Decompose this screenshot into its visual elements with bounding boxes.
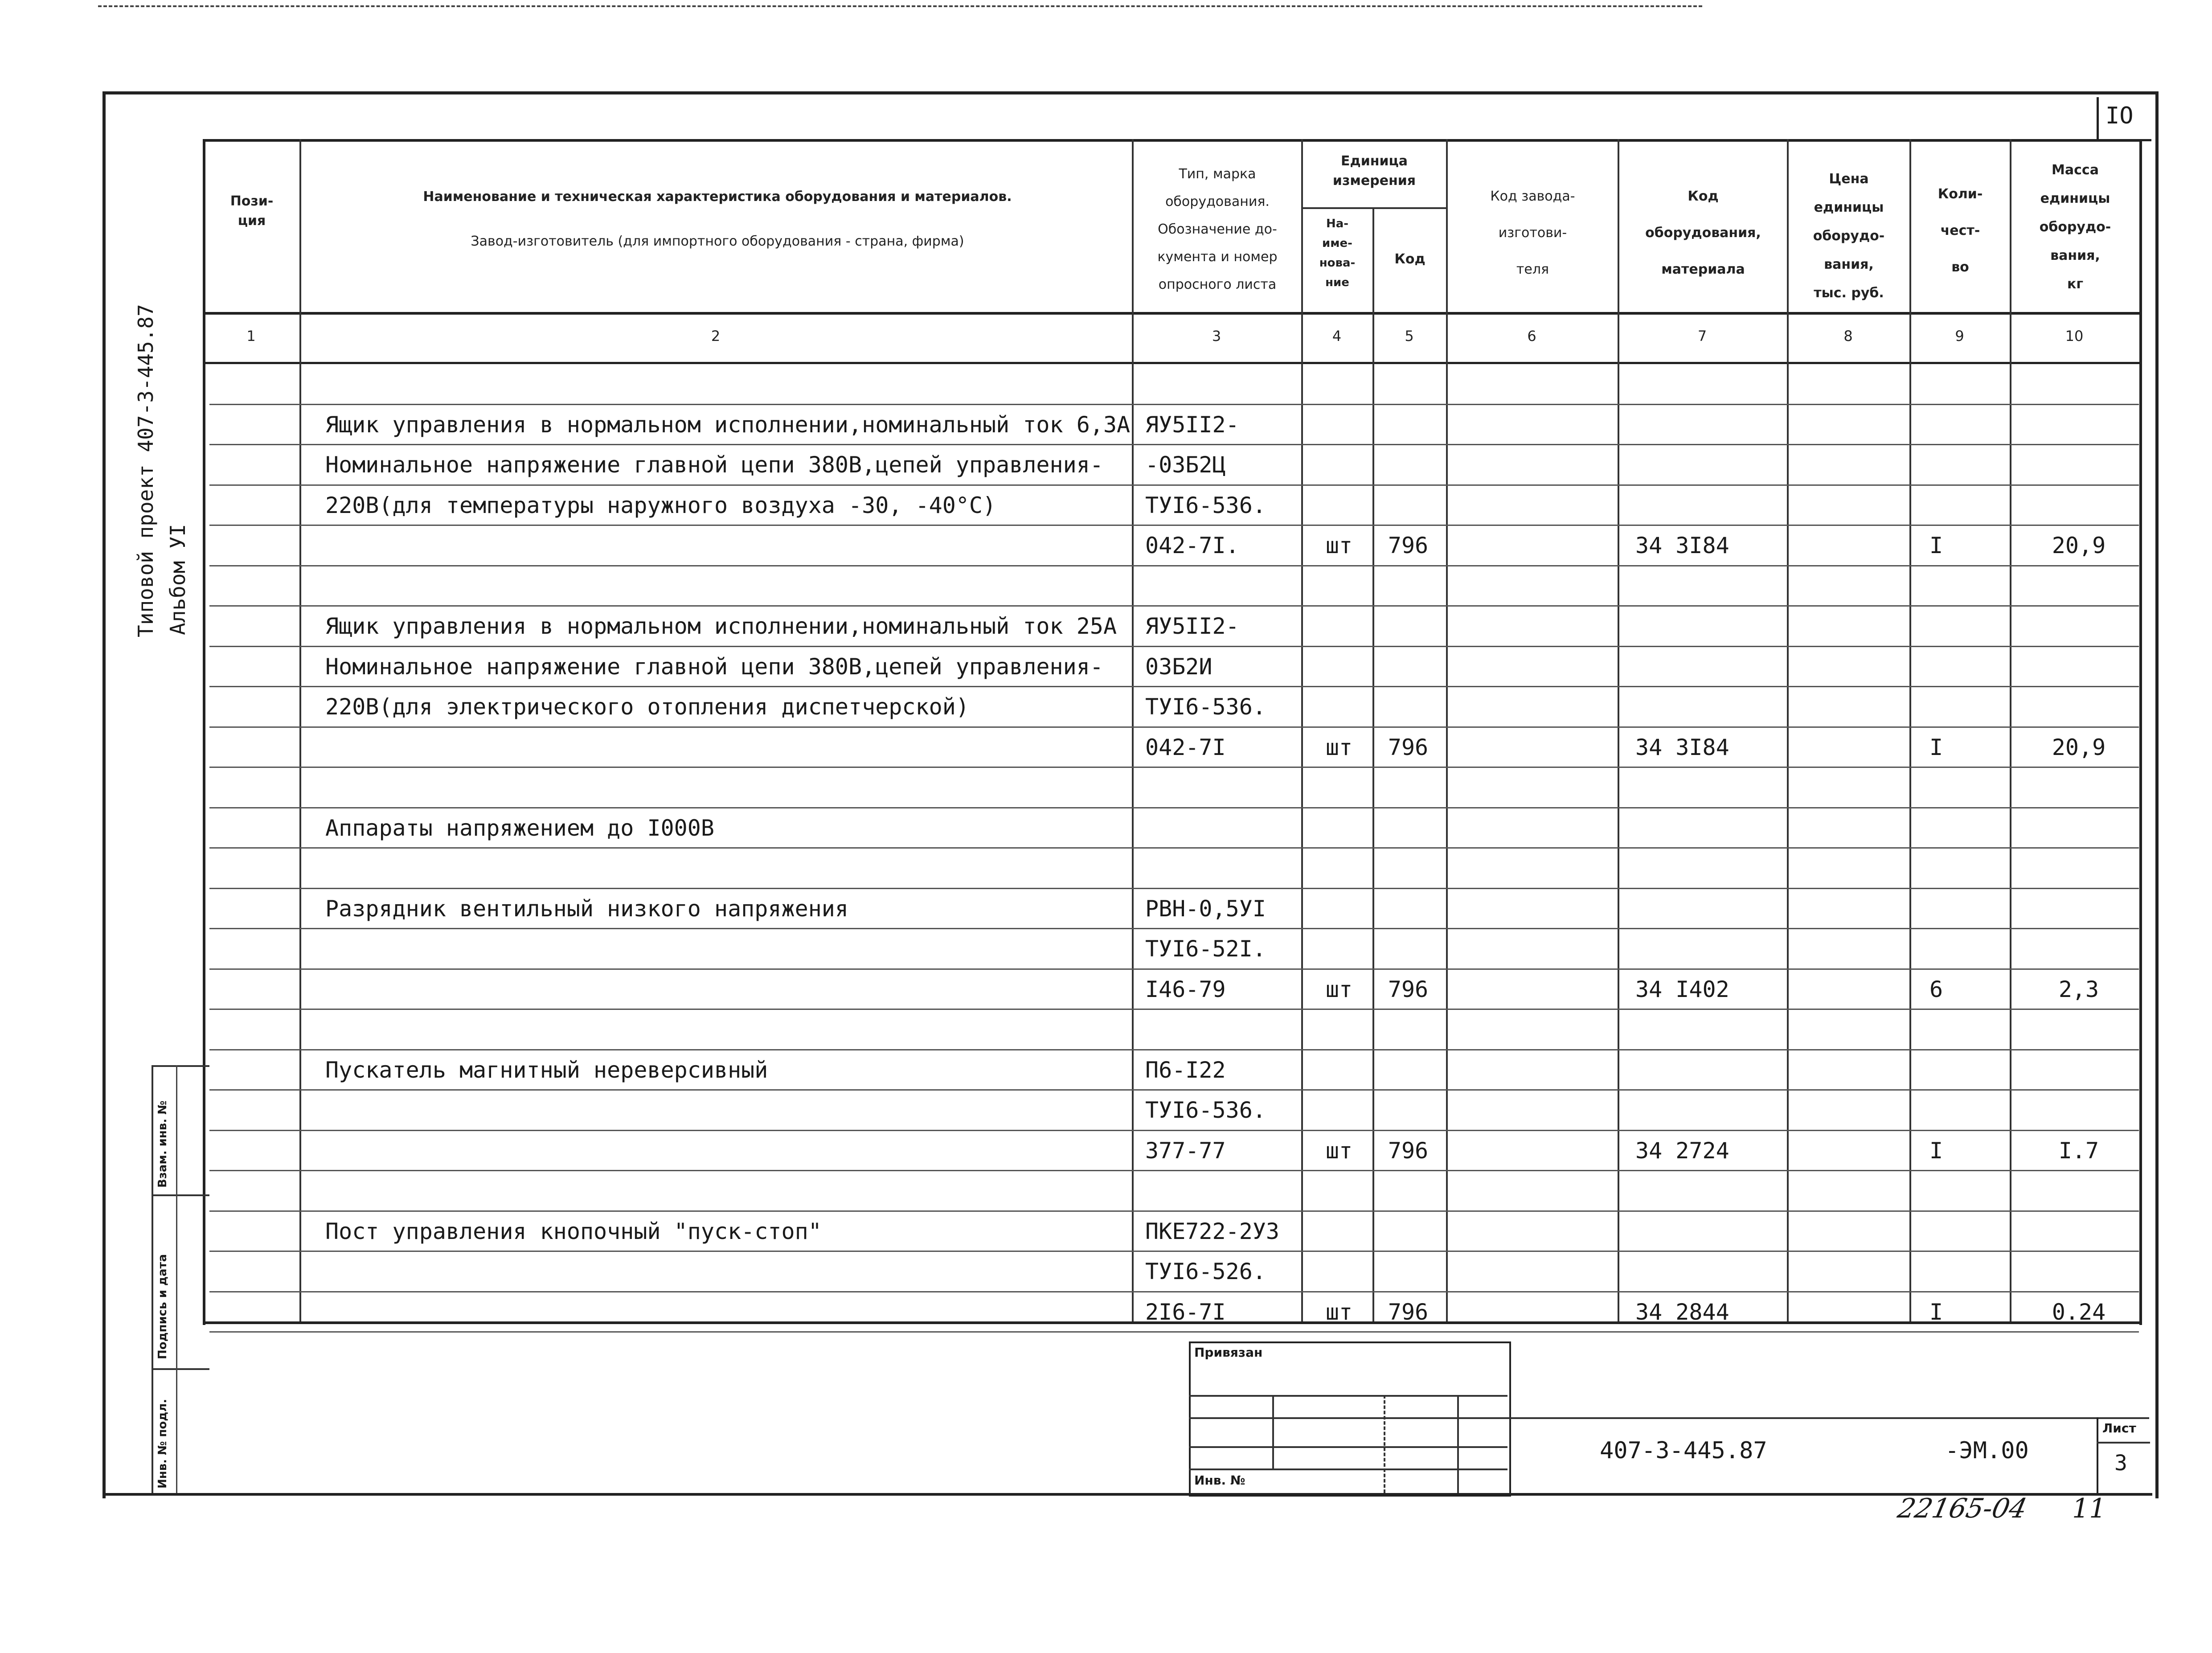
cell-type: 03Б2И	[1145, 653, 1213, 680]
cell-name: Пускатель магнитный нереверсивный	[325, 1057, 768, 1083]
row-divider	[209, 565, 2139, 566]
colnum-bottom-line	[203, 362, 2139, 364]
title-line	[1507, 1417, 2149, 1419]
cell-code: 796	[1388, 976, 1429, 1002]
row-divider	[209, 646, 2139, 647]
column-number: 6	[1527, 328, 1536, 345]
title-line	[1189, 1395, 1507, 1397]
header-unit-code: Код	[1394, 251, 1426, 267]
row-divider	[209, 1331, 2139, 1333]
cell-mat: 34 3I84	[1635, 533, 1729, 558]
column-number: 10	[2065, 328, 2084, 345]
header-price: Цена единицы оборудо- вания, тыс. руб.	[1813, 171, 1885, 301]
handwritten-order-number: 22165-04	[1895, 1493, 2030, 1524]
cell-mass: I.7	[2058, 1137, 2099, 1164]
doc-code: 407-3-445.87	[1600, 1437, 1767, 1464]
cell-name: Ящик управления в нормальном исполнении,номинальный ток 6,3А	[325, 411, 1131, 438]
corner-sheet-number: IO	[2105, 103, 2134, 129]
row-divider	[209, 1170, 2139, 1171]
row-divider	[209, 1251, 2139, 1252]
row-divider	[209, 807, 2139, 808]
column-number: 7	[1697, 328, 1707, 345]
inv-no-label: Инв. №	[1194, 1473, 1245, 1488]
column-number: 2	[711, 328, 721, 345]
side-title-line1: Типовой проект 407-3-445.87	[134, 304, 158, 637]
sheet-number: 3	[2114, 1451, 2127, 1476]
cell-type: 2I6-7I	[1145, 1299, 1226, 1325]
col-line	[1787, 139, 1789, 1322]
col-line	[1372, 207, 1374, 1322]
stamp-signature-date: Подпись и дата	[156, 1254, 169, 1359]
row-divider	[209, 444, 2139, 445]
column-number: 1	[246, 328, 256, 345]
title-line	[1189, 1468, 1507, 1470]
cell-type: П6-I22	[1145, 1057, 1226, 1083]
cell-mat: 34 I402	[1635, 976, 1729, 1002]
row-divider	[209, 484, 2139, 486]
row-divider	[209, 726, 2139, 728]
cell-name: Ящик управления в нормальном исполнении,номинальный ток 25А	[325, 613, 1117, 639]
cell-qty: I	[1929, 734, 1943, 760]
row-divider	[209, 928, 2139, 929]
cell-mass: 20,9	[2052, 533, 2106, 558]
side-title-line2: Альбом УI	[166, 524, 190, 635]
row-divider	[209, 1049, 2139, 1050]
header-type: Тип, марка оборудования. Обозначение до- кумента и номер опросного листа	[1157, 166, 1278, 292]
frame-bottom-line	[102, 1493, 2152, 1496]
cell-type: 377-77	[1145, 1137, 1226, 1164]
column-number: 3	[1212, 328, 1221, 345]
cell-code: 796	[1388, 533, 1429, 558]
cell-type: ЯУ5II2-	[1145, 411, 1239, 438]
cell-qty: I	[1929, 1137, 1943, 1164]
cell-type: ТУI6-536.	[1145, 1097, 1266, 1123]
cell-type: ТУI6-536.	[1145, 492, 1266, 518]
row-divider	[209, 404, 2139, 405]
stamp-line	[176, 1065, 177, 1493]
row-divider	[209, 847, 2139, 849]
cell-code: 796	[1388, 1299, 1429, 1325]
header-material-code: Код оборудования, материала	[1645, 189, 1761, 277]
column-number: 9	[1955, 328, 1964, 345]
cell-type: РВН-0,5УI	[1145, 895, 1266, 922]
stamp-line	[152, 1194, 209, 1196]
title-line	[1189, 1417, 1507, 1419]
cell-mass: 0.24	[2052, 1299, 2106, 1325]
row-divider	[209, 1130, 2139, 1131]
col-line	[1301, 139, 1303, 1322]
cell-mat: 34 2844	[1635, 1299, 1729, 1325]
header-unit-name: На- име- нова- ние	[1319, 217, 1356, 289]
cell-type: ЯУ5II2-	[1145, 613, 1239, 639]
cell-name: Номинальное напряжение главной цепи 380В,цепей управления-	[325, 452, 1103, 478]
title-line	[1457, 1395, 1459, 1493]
privyazan-label: Привязан	[1194, 1345, 1263, 1360]
row-divider	[209, 1009, 2139, 1010]
col-line	[2010, 139, 2011, 1322]
col-line	[1909, 139, 1911, 1322]
title-line	[1272, 1395, 1274, 1468]
header-name-line2: Завод-изготовитель (для импортного оборудования - страна, фирма)	[471, 234, 964, 249]
column-number: 8	[1843, 328, 1853, 345]
cell-qty: 6	[1929, 976, 1943, 1002]
cell-type: 042-7I.	[1145, 533, 1239, 558]
cell-mat: 34 2724	[1635, 1137, 1729, 1164]
doc-mark: -ЭМ.00	[1945, 1437, 2029, 1464]
cell-name: Пост управления кнопочный "пуск-стоп"	[325, 1218, 822, 1244]
row-divider	[209, 686, 2139, 687]
cell-type: ТУI6-536.	[1145, 694, 1266, 720]
cell-name: 220В(для температуры наружного воздуха -30, -40°С)	[325, 492, 996, 518]
column-number: 4	[1332, 328, 1342, 345]
sheet-label: Лист	[2102, 1421, 2136, 1436]
cell-mat: 34 3I84	[1635, 734, 1729, 760]
cell-unit: шт	[1325, 533, 1353, 558]
stamp-line	[152, 1065, 209, 1067]
header-plant-code: Код завода- изготови- теля	[1490, 189, 1575, 277]
row-divider	[209, 888, 2139, 889]
cell-type: ПКЕ722-2У3	[1145, 1218, 1280, 1244]
table-bottom-line	[203, 1321, 2139, 1324]
scan-edge-line	[98, 5, 1702, 7]
cell-name: Номинальное напряжение главной цепи 380В,цепей управления-	[325, 653, 1103, 680]
header-mass: Масса единицы оборудо- вания, кг	[2039, 162, 2111, 292]
title-line	[1189, 1446, 1507, 1448]
cell-name: Разрядник вентильный низкого напряжения	[325, 895, 848, 922]
column-number: 5	[1405, 328, 1414, 345]
cell-type: ТУI6-52I.	[1145, 936, 1266, 962]
stamp-line	[152, 1368, 209, 1370]
row-divider	[209, 525, 2139, 526]
stamp-inv-no: Инв. № подл.	[156, 1399, 169, 1489]
col-line	[1132, 139, 1134, 1322]
cell-unit: шт	[1325, 976, 1353, 1002]
cell-code: 796	[1388, 734, 1429, 760]
col-line	[1446, 139, 1448, 1322]
header-quantity: Коли- чест- во	[1938, 186, 1983, 275]
header-unit-group: Единица измерения	[1332, 153, 1416, 189]
stamp-replaced-inv: Взам. инв. №	[156, 1100, 169, 1188]
row-divider	[209, 605, 2139, 607]
cell-qty: I	[1929, 533, 1943, 558]
cell-name: Аппараты напряжением до I000В	[325, 815, 714, 841]
header-position: Пози- ция	[230, 193, 274, 229]
col-line	[1618, 139, 1619, 1322]
row-divider	[209, 968, 2139, 970]
cell-name: 220В(для электрического отопления диспетчерской)	[325, 694, 969, 720]
col-line	[299, 139, 301, 1322]
row-divider	[209, 1210, 2139, 1212]
row-divider	[209, 1291, 2139, 1292]
cell-unit: шт	[1325, 1137, 1353, 1164]
title-line	[2097, 1442, 2150, 1444]
row-divider	[209, 767, 2139, 768]
cell-code: 796	[1388, 1137, 1429, 1164]
cell-unit: шт	[1325, 734, 1353, 760]
header-name-line1: Наименование и техническая характеристика оборудования и материалов.	[423, 189, 1012, 205]
row-divider	[209, 1089, 2139, 1091]
handwritten-page-number: 11	[2072, 1493, 2106, 1524]
cell-type: I46-79	[1145, 976, 1226, 1002]
cell-mass: 20,9	[2052, 734, 2106, 760]
cell-mass: 2,3	[2058, 976, 2099, 1002]
header-bottom-line	[203, 312, 2139, 315]
cell-unit: шт	[1325, 1299, 1353, 1325]
cell-type: 042-7I	[1145, 734, 1226, 760]
cell-type: -03Б2Ц	[1145, 452, 1226, 478]
cell-qty: I	[1929, 1299, 1943, 1325]
cell-type: ТУI6-526.	[1145, 1259, 1266, 1284]
title-line	[1384, 1395, 1385, 1493]
